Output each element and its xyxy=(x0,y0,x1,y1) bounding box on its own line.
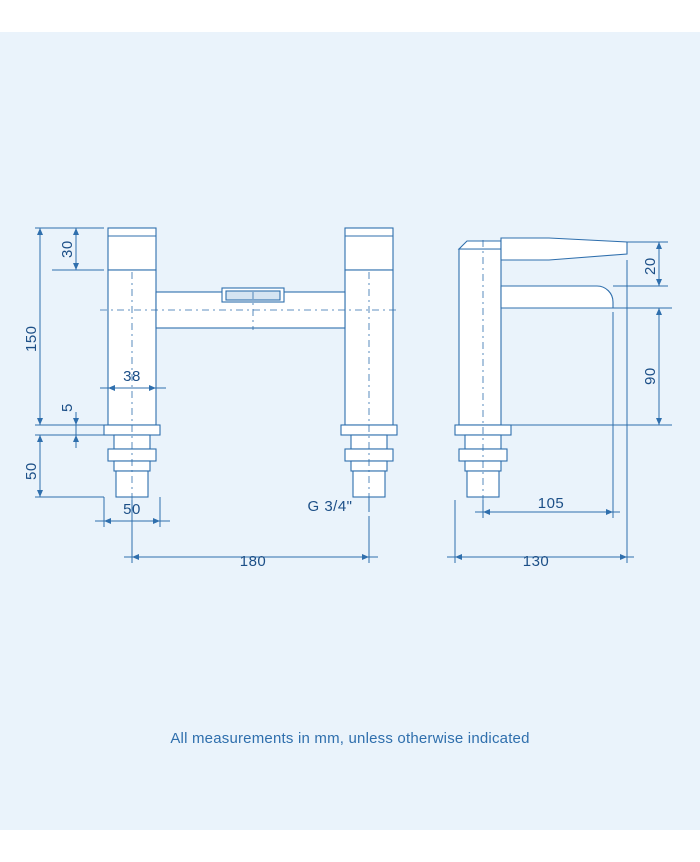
dimension-50-vertical xyxy=(35,435,104,497)
dimension-130-label: 130 xyxy=(522,553,550,570)
dimension-150-label: 150 xyxy=(23,325,40,352)
dimension-90-label: 90 xyxy=(642,367,659,385)
dimension-50-vertical-label: 50 xyxy=(23,462,40,480)
dimension-20-label: 20 xyxy=(642,257,659,275)
dimension-105-label: 105 xyxy=(537,495,565,512)
thread-callout-label: G 3/4" xyxy=(307,498,353,515)
dimension-180-label: 180 xyxy=(239,553,267,570)
dimension-5-label: 5 xyxy=(59,403,76,412)
dimension-5 xyxy=(58,412,104,448)
dimension-50-horizontal-label: 50 xyxy=(123,501,141,518)
front-view-geometry xyxy=(104,228,397,497)
dimension-30-label: 30 xyxy=(59,240,76,258)
side-view-geometry xyxy=(455,238,627,497)
dimension-38-label: 38 xyxy=(123,368,141,385)
dimension-90 xyxy=(511,308,672,425)
measurement-footnote: All measurements in mm, unless otherwise indicated xyxy=(170,730,530,747)
